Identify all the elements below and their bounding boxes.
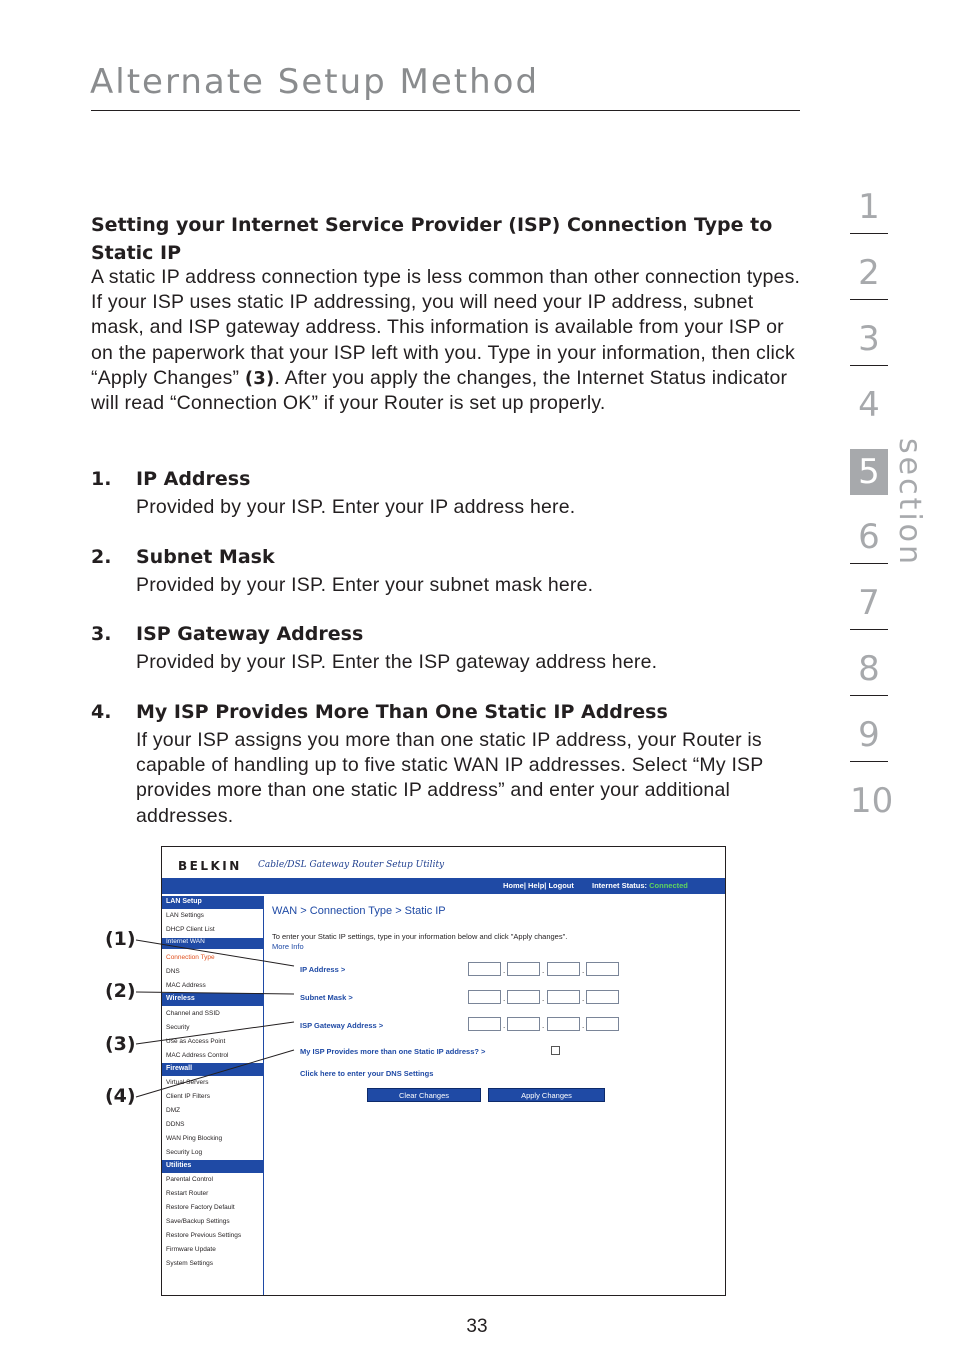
- sidebar-item[interactable]: WAN Ping Blocking: [166, 1135, 223, 1142]
- section-number-4[interactable]: 4: [858, 385, 880, 425]
- leader-line-1: [136, 940, 294, 966]
- section-heading: Setting your Internet Service Provider (ISP) Connection Type to Static IP: [91, 214, 773, 264]
- isp-gateway-label: ISP Gateway Address >: [300, 1021, 384, 1030]
- section-number-9[interactable]: 9: [858, 715, 880, 755]
- sidebar-item[interactable]: Use as Access Point: [166, 1038, 226, 1045]
- item-number: 2.: [91, 546, 112, 568]
- callout-2: (2): [105, 980, 136, 1002]
- sidebar-item[interactable]: DMZ: [166, 1107, 181, 1114]
- section-label: section: [892, 438, 927, 568]
- sidebar-item[interactable]: Channel and SSID: [166, 1010, 220, 1017]
- sidebar-item[interactable]: Save/Backup Settings: [166, 1218, 230, 1225]
- section-number-10[interactable]: 10: [850, 781, 894, 821]
- sidebar-item[interactable]: Restore Previous Settings: [166, 1232, 242, 1239]
- sidebar-item[interactable]: LAN Settings: [166, 912, 204, 919]
- sidebar-item[interactable]: Security: [166, 1024, 190, 1031]
- brand-logo: BELKIN: [178, 859, 242, 873]
- apply-changes-button[interactable]: Apply Changes: [488, 1088, 605, 1102]
- top-links[interactable]: Home| Help| Logout: [503, 881, 574, 890]
- sidebar-item[interactable]: Restart Router: [166, 1190, 209, 1197]
- sidebar-item[interactable]: DNS: [166, 968, 180, 975]
- sidebar-category-wireless: Wireless: [162, 993, 263, 1006]
- item-title: Subnet Mask: [136, 546, 275, 568]
- sidebar-category-wan[interactable]: Internet WAN: [162, 938, 263, 949]
- section-number-6[interactable]: 6: [858, 517, 880, 557]
- page-number: 33: [466, 1316, 488, 1337]
- section-number-3[interactable]: 3: [858, 319, 880, 359]
- item-title: My ISP Provides More Than One Static IP Address: [136, 701, 668, 723]
- sidebar-item[interactable]: DHCP Client List: [166, 926, 215, 933]
- callout-1: (1): [105, 928, 136, 950]
- section-number-7[interactable]: 7: [858, 583, 880, 623]
- callout-3: (3): [105, 1033, 136, 1055]
- section-number-1[interactable]: 1: [858, 187, 880, 227]
- router-screenshot: BELKIN Cable/DSL Gateway Router Setup Utility Home| Help| Logout Internet Status: Connected LAN Setup LAN Settings DHCP Client List Internet WAN Connection Type DNS MAC Address Wireless Channel and SSID Security Use as Access Point MAC Address Control Firewall Virtual Servers Client IP Filters DMZ DDNS WAN Ping Blocking Security Log Utilities Parental Control Restart Router Restore Factory Default Save/Backup Settings Restore Previous Settings Firmware Update System Settings WAN > Connection Type > Static IP To enter your Static IP settings, type in your information below and click "Apply changes". More Info IP Address > . . . Subnet Mask > . . . ISP Gateway Address > . . . My ISP Provides more than one Static IP address? > Click here to enter your DNS Settings Clear Changes Apply Changes: [161, 846, 726, 1296]
- intro-text-after: . After you apply the changes, the Internet Status indicator will read “Connection OK” if your Router is set up properly.: [91, 366, 788, 415]
- item-description: Provided by your ISP. Enter your IP address here.: [136, 496, 576, 518]
- sidebar-category-firewall: Firewall: [162, 1063, 263, 1076]
- item-number: 1.: [91, 468, 112, 490]
- sidebar-item[interactable]: DDNS: [166, 1121, 185, 1128]
- sidebar-item[interactable]: Firmware Update: [166, 1246, 216, 1253]
- dns-settings-link[interactable]: Click here to enter your DNS Settings: [300, 1069, 434, 1078]
- sidebar-item[interactable]: MAC Address Control: [166, 1052, 229, 1059]
- sidebar-category-utilities: Utilities: [162, 1160, 263, 1173]
- section-number-8[interactable]: 8: [858, 649, 880, 689]
- router-breadcrumb: WAN > Connection Type > Static IP: [272, 905, 446, 917]
- section-number-2[interactable]: 2: [858, 253, 880, 293]
- sidebar-item[interactable]: System Settings: [166, 1260, 213, 1267]
- ip-address-label: IP Address >: [300, 965, 346, 974]
- sidebar-category-lan: LAN Setup: [162, 896, 263, 909]
- leader-line-3: [136, 1022, 294, 1044]
- subnet-mask-label: Subnet Mask >: [300, 993, 353, 1002]
- status-value: Connected: [649, 881, 688, 890]
- sidebar-item-current[interactable]: Connection Type: [166, 954, 215, 961]
- sidebar-item[interactable]: Restore Factory Default: [166, 1204, 235, 1211]
- intro-reference: (3): [244, 367, 275, 389]
- callout-4: (4): [105, 1085, 136, 1107]
- item-number: 3.: [91, 623, 112, 645]
- item-title: IP Address: [136, 468, 251, 490]
- status-label: Internet Status:: [592, 881, 648, 890]
- item-description: Provided by your ISP. Enter your subnet mask here.: [136, 574, 594, 596]
- item-number: 4.: [91, 701, 112, 723]
- sidebar-item[interactable]: Client IP Filters: [166, 1093, 210, 1100]
- item-description: If your ISP assigns you more than one static IP address, your Router is capable of handling up to five static WAN IP addresses. Select “My ISP provides more than one static IP address” and enter your additional addresses.: [136, 729, 764, 827]
- item-title: ISP Gateway Address: [136, 623, 364, 645]
- more-info-link[interactable]: More Info: [272, 942, 304, 951]
- instructions-text: To enter your Static IP settings, type in your information below and click "Apply changes".: [272, 932, 568, 941]
- sidebar-item[interactable]: Security Log: [166, 1149, 203, 1156]
- multi-ip-label: My ISP Provides more than one Static IP address? >: [300, 1047, 486, 1056]
- item-description: Provided by your ISP. Enter the ISP gateway address here.: [136, 651, 658, 673]
- page-title: Alternate Setup Method: [90, 62, 540, 102]
- sidebar-item[interactable]: Virtual Servers: [166, 1079, 209, 1086]
- leader-line-2: [136, 992, 294, 994]
- leader-line-4: [136, 1050, 294, 1097]
- section-number-5-active[interactable]: 5: [850, 449, 888, 495]
- brand-subtitle: Cable/DSL Gateway Router Setup Utility: [258, 860, 445, 870]
- sidebar-item[interactable]: MAC Address: [166, 982, 206, 989]
- clear-changes-button[interactable]: Clear Changes: [367, 1088, 481, 1102]
- sidebar-item[interactable]: Parental Control: [166, 1176, 213, 1183]
- intro-text-before: A static IP address connection type is less common than other connection types. If your ISP uses static IP addressing, you will need your IP address, subnet mask, and ISP gateway address. This information is available from your ISP or on the paperwork that your ISP left with you. Type in your information, then click “Apply Changes”: [91, 266, 801, 389]
